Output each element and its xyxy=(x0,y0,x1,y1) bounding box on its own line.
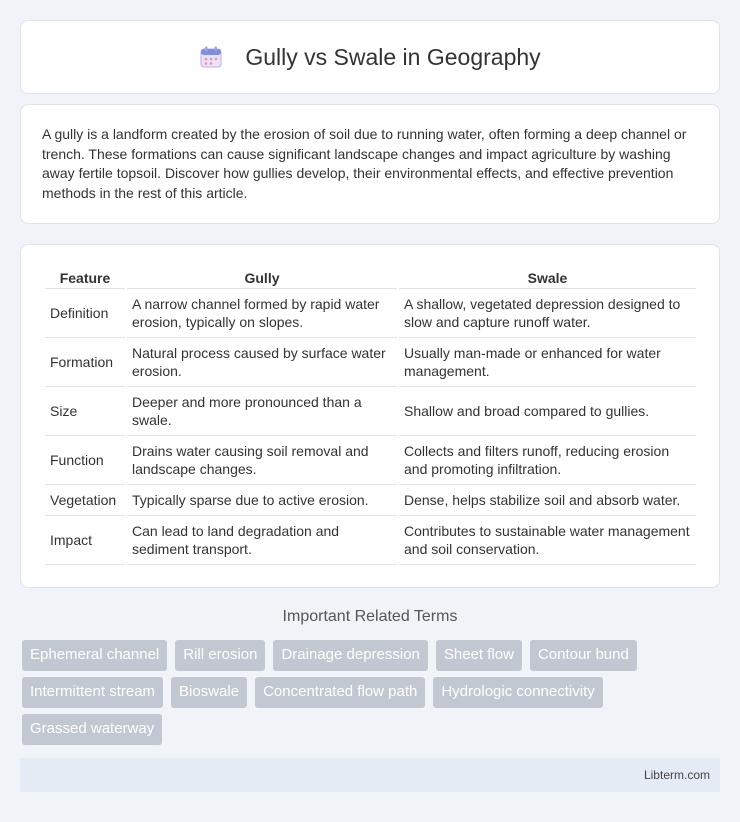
tag-rill-erosion[interactable]: Rill erosion xyxy=(175,640,265,671)
feature-cell: Formation xyxy=(45,338,125,387)
swale-cell: Collects and filters runoff, reducing erosion and promoting infiltration. xyxy=(399,436,696,485)
feature-cell: Impact xyxy=(45,516,125,565)
gully-cell: Natural process caused by surface water erosion. xyxy=(127,338,397,387)
title-card xyxy=(20,20,720,94)
gully-cell: Typically sparse due to active erosion. xyxy=(127,485,397,516)
comparison-table xyxy=(43,265,698,565)
intro-card xyxy=(20,104,720,224)
tag-contour-bund[interactable]: Contour bund xyxy=(530,640,637,671)
tag-bioswale[interactable]: Bioswale xyxy=(171,677,247,708)
gully-cell: A narrow channel formed by rapid water erosion, typically on slopes. xyxy=(127,289,397,338)
header-gully: Gully xyxy=(127,265,397,289)
tag-sheet-flow[interactable]: Sheet flow xyxy=(436,640,522,671)
table-row xyxy=(45,485,696,516)
gully-cell: Can lead to land degradation and sediment transport. xyxy=(127,516,397,565)
swale-cell: Usually man-made or enhanced for water management. xyxy=(399,338,696,387)
tag-grassed-waterway[interactable]: Grassed waterway xyxy=(22,714,162,745)
tag-hydrologic-connectivity[interactable]: Hydrologic connectivity xyxy=(433,677,602,708)
calendar-icon xyxy=(199,45,223,69)
gully-cell: Drains water causing soil removal and landscape changes. xyxy=(127,436,397,485)
swale-cell: Shallow and broad compared to gullies. xyxy=(399,387,696,436)
header-feature: Feature xyxy=(45,265,125,289)
footer xyxy=(20,758,720,792)
table-header-row xyxy=(45,265,696,289)
related-terms-title: Important Related Terms xyxy=(282,608,458,625)
swale-cell: Dense, helps stabilize soil and absorb water. xyxy=(399,485,696,516)
comparison-card xyxy=(20,244,720,588)
feature-cell: Definition xyxy=(45,289,125,338)
table-row xyxy=(45,436,696,485)
header-swale: Swale xyxy=(399,265,696,289)
intro-paragraph: A gully is a landform created by the erosion of soil due to running water, often forming a deep channel or trench. These formations can cause significant landscape changes and impact agriculture by washing away fertile topsoil. Discover how gullies develop, their environmental effects, and effective prevention methods in the rest of this article. xyxy=(42,126,687,201)
swale-cell: Contributes to sustainable water management and soil conservation. xyxy=(399,516,696,565)
tag-intermittent-stream[interactable]: Intermittent stream xyxy=(22,677,163,708)
feature-cell: Vegetation xyxy=(45,485,125,516)
tag-drainage-depression[interactable]: Drainage depression xyxy=(273,640,427,671)
footer-brand-link[interactable]: Libterm.com xyxy=(643,768,710,782)
table-row xyxy=(45,289,696,338)
table-row xyxy=(45,387,696,436)
table-row xyxy=(45,338,696,387)
feature-cell: Size xyxy=(45,387,125,436)
swale-cell: A shallow, vegetated depression designed to slow and capture runoff water. xyxy=(399,289,696,338)
tag-ephemeral-channel[interactable]: Ephemeral channel xyxy=(22,640,167,671)
gully-cell: Deeper and more pronounced than a swale. xyxy=(127,387,397,436)
related-terms-list xyxy=(22,640,722,751)
tag-concentrated-flow-path[interactable]: Concentrated flow path xyxy=(255,677,425,708)
feature-cell: Function xyxy=(45,436,125,485)
page-title: Gully vs Swale in Geography xyxy=(245,43,541,70)
table-row xyxy=(45,516,696,565)
